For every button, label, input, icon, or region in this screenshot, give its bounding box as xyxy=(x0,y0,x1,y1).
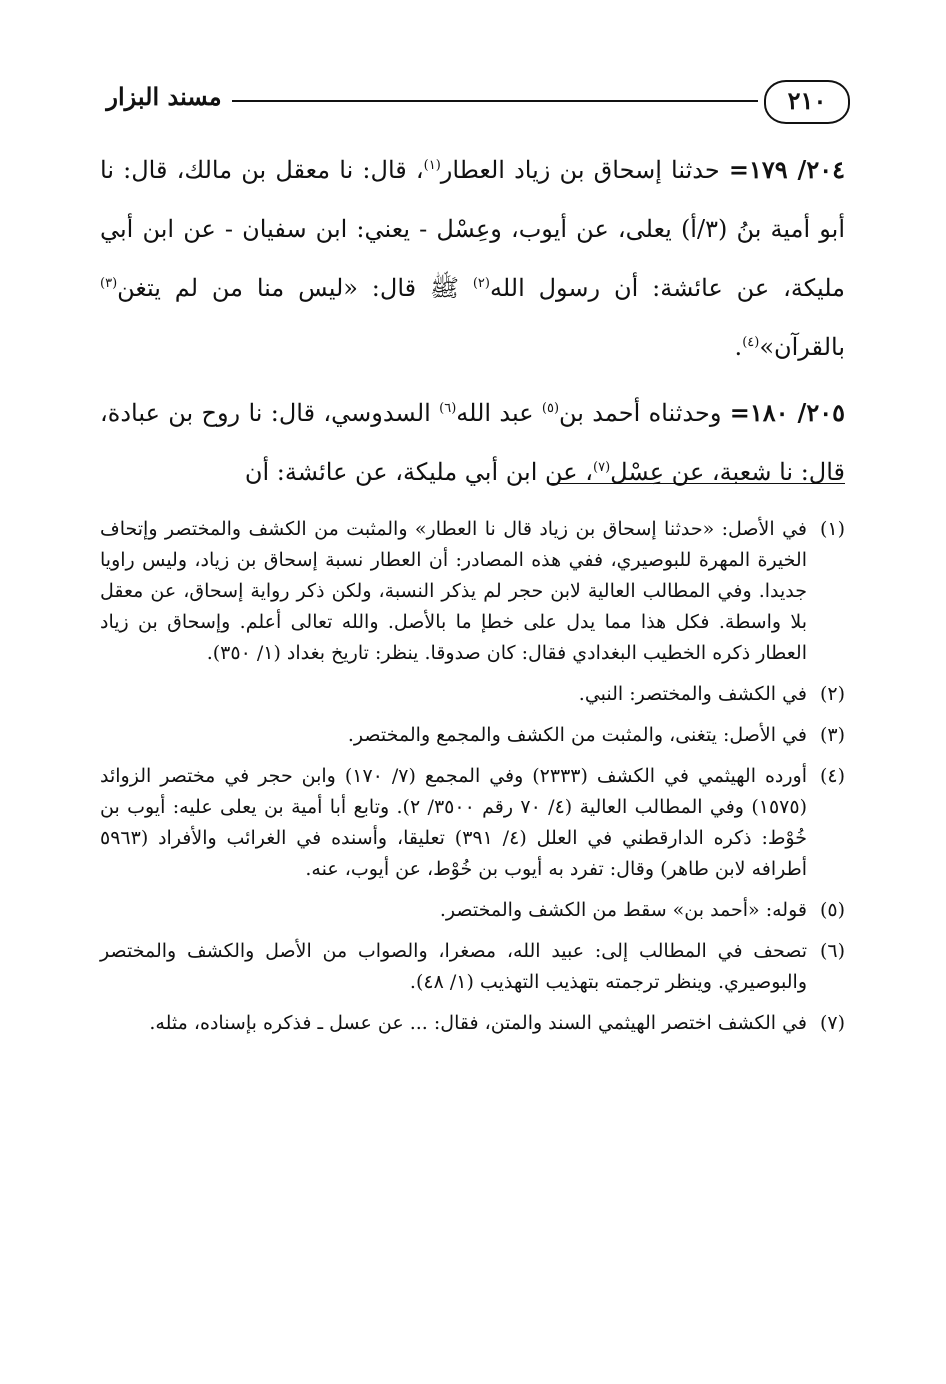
footnote-label: (٣) xyxy=(819,724,845,746)
footnote-divider xyxy=(548,483,845,484)
footnote xyxy=(100,761,845,885)
hadith-text: . xyxy=(734,333,743,361)
hadith-text: ﷺ قال: «ليس منا من لم يتغن xyxy=(117,274,473,302)
footnote-ref[interactable]: (٤) xyxy=(742,335,760,350)
hadith-text: حدثنا إسحاق بن زياد العطار xyxy=(440,156,720,184)
page-number: ٢١٠ xyxy=(764,80,850,124)
main-text xyxy=(100,140,845,508)
footnote-label: (٦) xyxy=(819,940,845,962)
footnote xyxy=(100,936,845,998)
footnote-label: (١) xyxy=(819,518,845,540)
footnote xyxy=(100,514,845,669)
footnote-text: في الكشف والمختصر: النبي. xyxy=(578,683,807,705)
footnote-label: (٤) xyxy=(819,765,845,787)
footnote-ref[interactable]: (٢) xyxy=(472,276,490,291)
hadith-paragraph xyxy=(100,140,845,377)
hadith-text: وحدثناه أحمد بن xyxy=(559,399,722,427)
footnote-ref[interactable]: (٧) xyxy=(593,460,611,475)
running-title: مسند البزار xyxy=(106,82,222,111)
hadith-number: ٢٠٤/ ١٧٩= xyxy=(728,155,845,184)
footnote-ref[interactable]: (٦) xyxy=(439,401,457,416)
hadith-text: ، عن ابن أبي مليكة، عن عائشة: أن xyxy=(244,458,593,486)
footnote-label: (٥) xyxy=(819,899,845,921)
footnote-text: في الكشف اختصر الهيثمي السند والمتن، فقال: ... عن عسل ـ فذكره بإسناده، مثله. xyxy=(149,1012,807,1034)
footnote xyxy=(100,1008,845,1039)
footnote xyxy=(100,895,845,926)
hadith-paragraph xyxy=(100,383,845,502)
hadith-text: السدوسي، قال: نا روح بن عبادة، قال: نا شعبة، عن عِسْل xyxy=(100,399,845,486)
footnote-text: أورده الهيثمي في الكشف (٢٣٣٣) وفي المجمع (٧/ ١٧٠) وابن حجر في مختصر الزوائد (١٥٧٥) وفي المطالب العالية (٤/ ٧٠ رقم ٣٥٠٠/ ٢). وتابع أبا أمية بن يعلى عليه: أيوب بن خُوْط: ذكره الدارقطني في العلل (٤/ ٣٩١) تعليقا، وأسنده في الغرائب والأفراد (٥٩٦٣ أطرافه لابن طاهر) وقال: تفرد به أيوب بن خُوْط، عن أيوب، عنه. xyxy=(100,765,808,880)
header-rule xyxy=(232,100,758,102)
hadith-text: بالقرآن» xyxy=(759,333,845,361)
hadith-text: عبد الله xyxy=(456,399,542,427)
footnote-label: (٧) xyxy=(819,1012,845,1034)
footnote-text: في الأصل: «حدثنا إسحاق بن زياد قال نا العطار» والمثبت من الكشف والمختصر وإتحاف الخيرة المهرة للبوصيري، ففي هذه المصادر: أن العطار نسبة إسحاق بن زياد، وليس راويا جديدا. وفي المطالب العالية لابن حجر لم يذكر النسبة، ولكن ذكر رواية إسحاق، عن معقل بلا واسطة. فكل هذا مما يدل على خطإ ما بالأصل. والله تعالى أعلم. وإسحاق بن زياد العطار ذكره الخطيب البغدادي فقال: كان صدوقا. ينظر: تاريخ بغداد (١/ ٣٥٠). xyxy=(100,518,807,664)
hadith-number: ٢٠٥/ ١٨٠= xyxy=(729,398,845,427)
footnotes-section xyxy=(100,514,845,1049)
hadith-text: ، قال: نا معقل بن مالك، قال: نا أبو أمية بنُ (٣/أ) يعلى، عن أيوب، وعِسْل - يعني: ابن سفيان - عن ابن أبي مليكة، عن عائشة: أن رسول الله xyxy=(100,156,846,302)
footnote-label: (٢) xyxy=(819,683,845,705)
footnote-text: في الأصل: يتغنى، والمثبت من الكشف والمجمع والمختصر. xyxy=(347,724,807,746)
footnote-text: تصحف في المطالب إلى: عبيد الله، مصغرا، والصواب من الأصل والكشف والمختصر والبوصيري. وينظر ترجمته بتهذيب التهذيب (١/ ٤٨). xyxy=(100,940,807,993)
footnote xyxy=(100,720,845,751)
footnote-ref[interactable]: (٣) xyxy=(100,276,118,291)
footnote xyxy=(100,679,845,710)
footnote-ref[interactable]: (١) xyxy=(423,158,441,173)
footnote-ref[interactable]: (٥) xyxy=(541,401,560,416)
footnote-text: قوله: «أحمد بن» سقط من الكشف والمختصر. xyxy=(439,899,807,921)
page-header xyxy=(100,72,850,132)
